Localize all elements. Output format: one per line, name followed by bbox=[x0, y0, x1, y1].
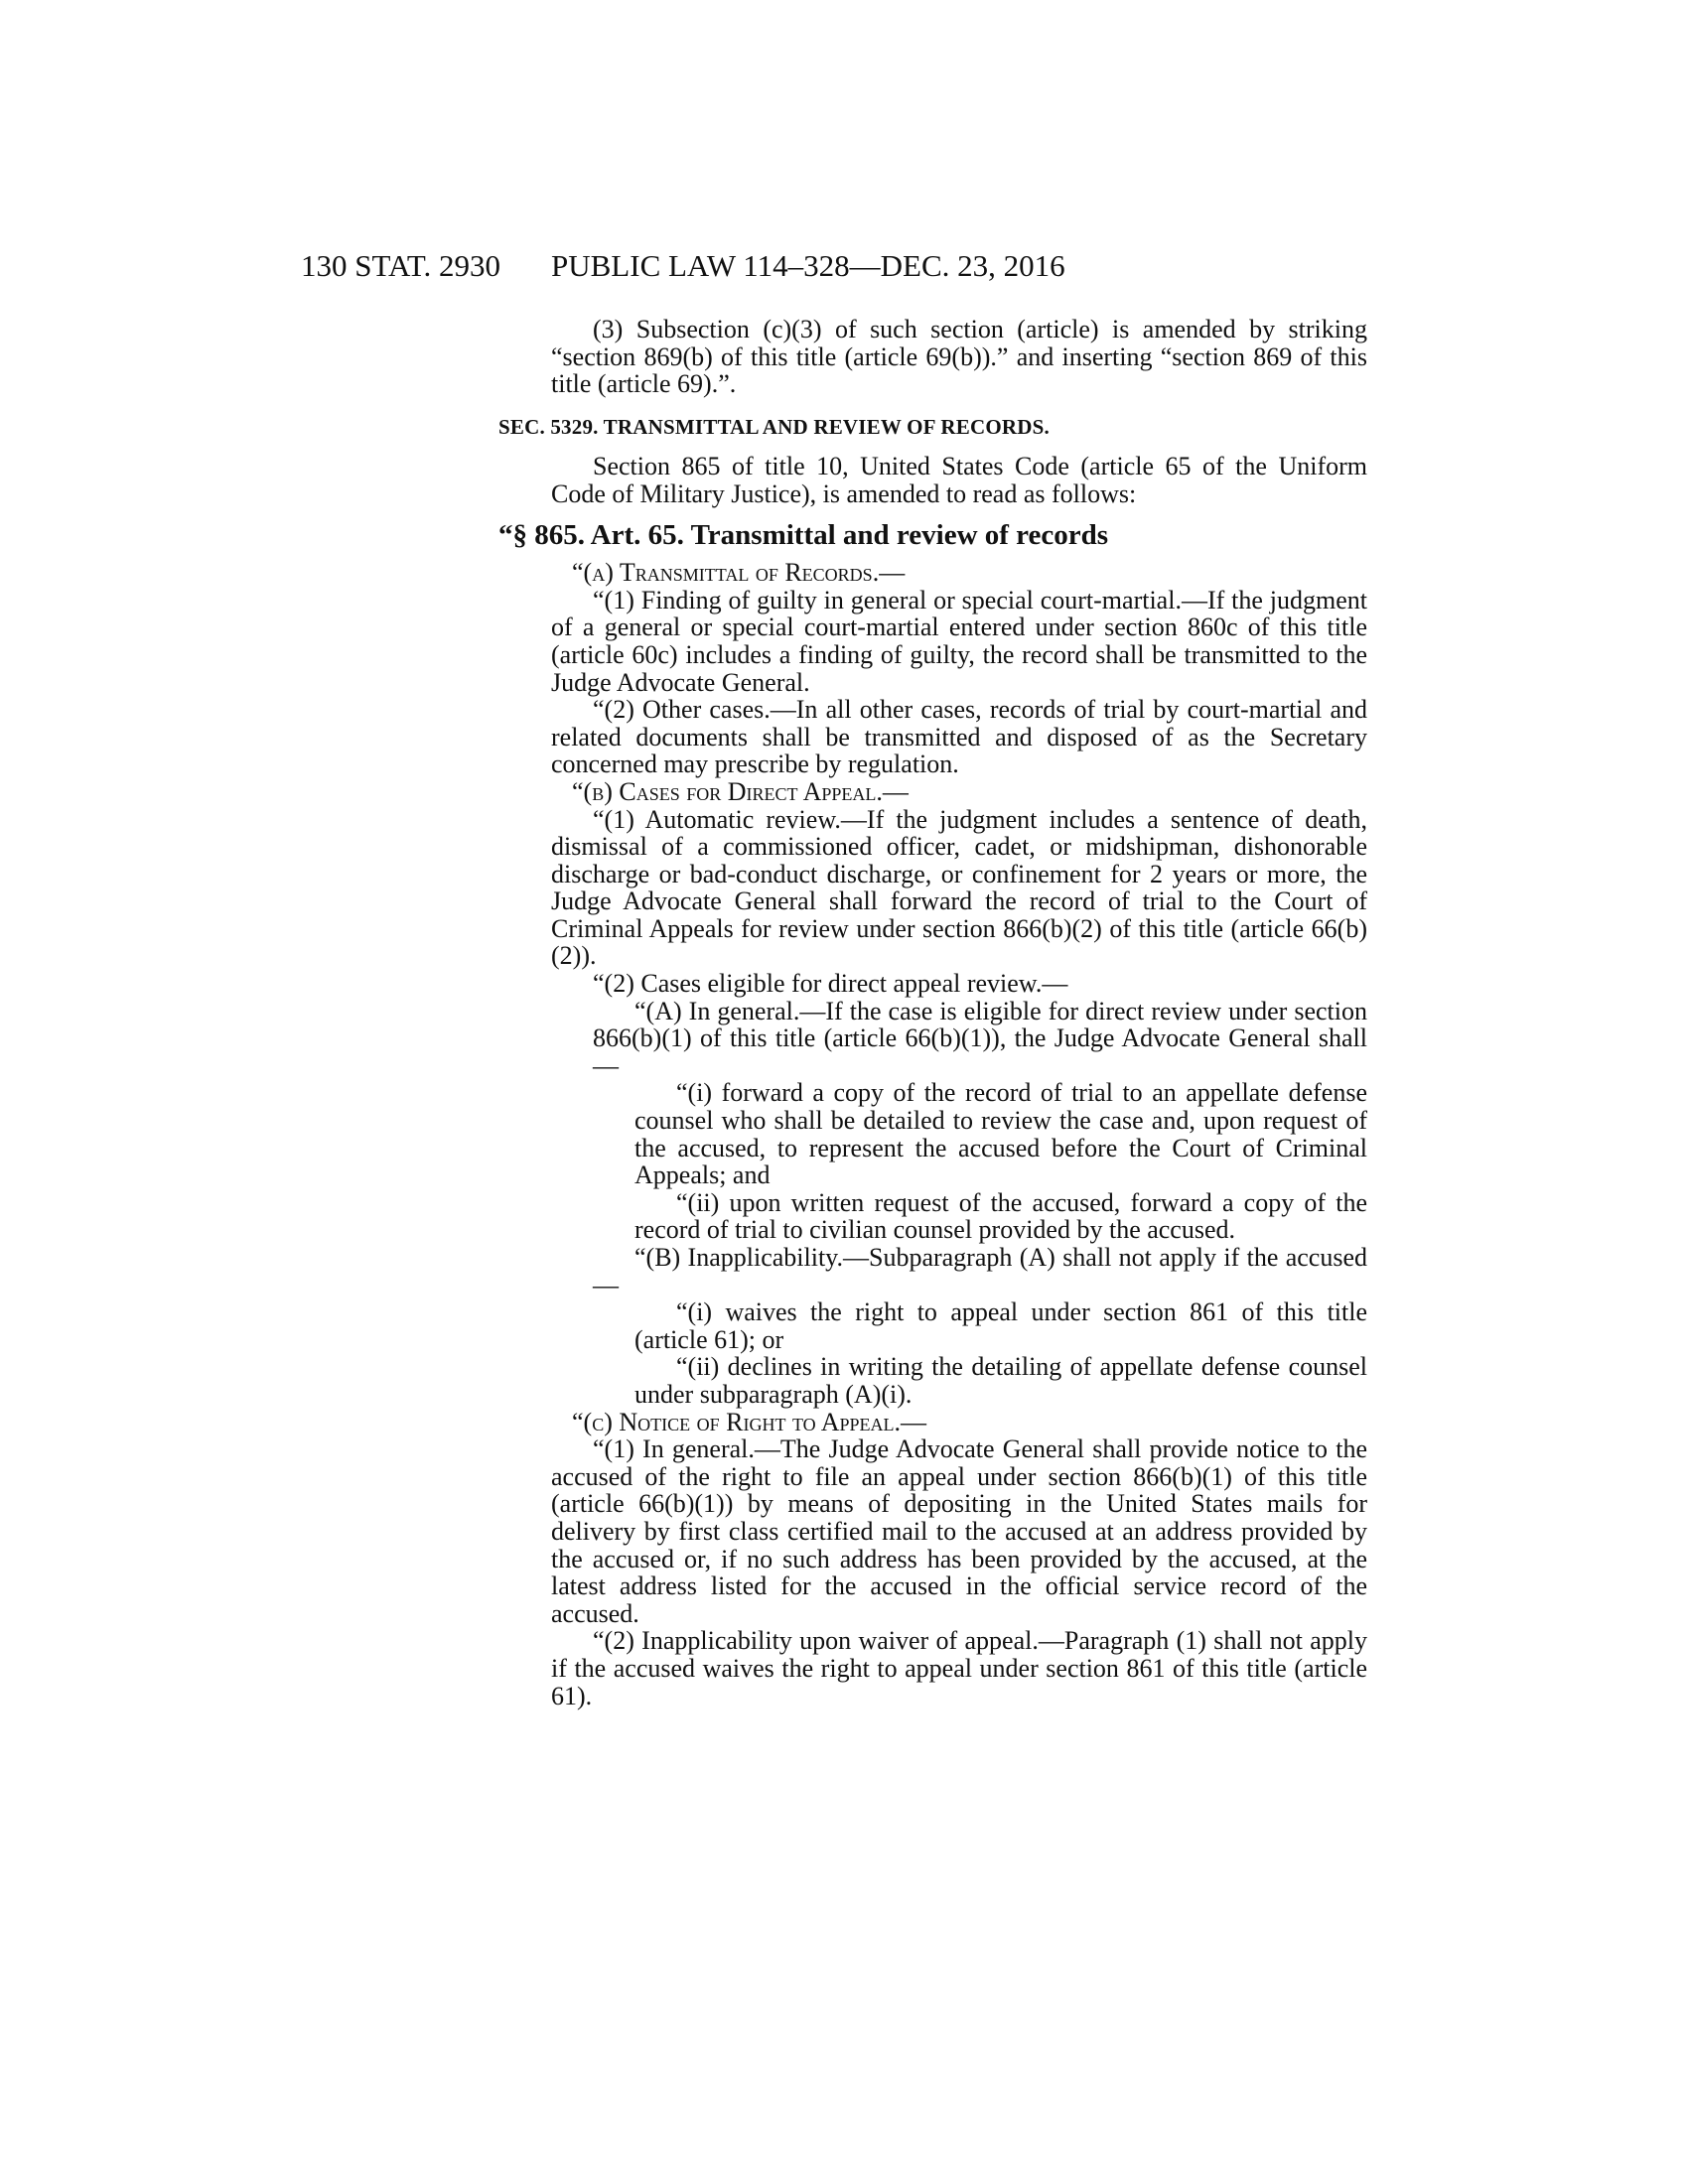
document-body bbox=[498, 315, 1367, 1710]
public-law-title: PUBLIC LAW 114–328—DEC. 23, 2016 bbox=[551, 248, 1065, 283]
subsection-a-1: “(1) Finding of guilty in general or special court-martial.—If the judgment of a general or special court-martial entered under section 860c of this title (article 60c) includes a finding of guilty, the record shall be transmitted to the Judge Advocate General. bbox=[551, 585, 1367, 697]
subsection-c-heading: “(c) Notice of Right to Appeal.— bbox=[572, 1407, 926, 1436]
running-header bbox=[0, 248, 1688, 288]
subsection-b-2-A: “(A) In general.—If the case is eligible for direct review under section 866(b)(1) of this title (article 66(b)(1)), the Judge Advocate General shall— bbox=[593, 996, 1367, 1080]
section-title: “§ 865. Art. 65. Transmittal and review of records bbox=[498, 518, 1109, 551]
subsection-c-1: “(1) In general.—The Judge Advocate General shall provide notice to the accused of the right to file an appeal under section 866(b)(1) of this title (article 66(b)(1)) by means of depositing in the United States mails for delivery by first class certified mail to the accused at an address provided by the accused or, if no such address has been provided by the accused, at the latest address listed for the accused in the official service record of the accused. bbox=[551, 1434, 1367, 1628]
subsection-b-2-A-ii: “(ii) upon written request of the accused, forward a copy of the record of trial to civilian counsel provided by the accused. bbox=[634, 1187, 1367, 1245]
paragraph-3: (3) Subsection (c)(3) of such section (article) is amended by striking “section 869(b) of this title (article 69(b)).” and inserting “section 869 of this title (article 69).”. bbox=[551, 315, 1367, 399]
section-intro: Section 865 of title 10, United States Code (article 65 of the Uniform Code of Military Justice), is amended to read as follows: bbox=[551, 452, 1367, 508]
subsection-a-2: “(2) Other cases.—In all other cases, records of trial by court-martial and related documents shall be transmitted and disposed of as the Secretary concerned may prescribe by regulation. bbox=[551, 695, 1367, 779]
subsection-a-heading: “(a) Transmittal of Records.— bbox=[572, 558, 906, 588]
subsection-b-heading: “(b) Cases for Direct Appeal.— bbox=[572, 776, 909, 806]
subsection-b-1: “(1) Automatic review.—If the judgment includes a sentence of death, dismissal of a commissioned officer, cadet, or midshipman, dishonorable discharge or bad-conduct discharge, or confinement for 2 years or more, the Judge Advocate General shall forward the record of trial to the Court of Criminal Appeals for review under section 866(b)(2) of this title (article 66(b)(2)). bbox=[551, 804, 1367, 971]
subsection-c-2: “(2) Inapplicability upon waiver of appeal.—Paragraph (1) shall not apply if the accused waives the right to appeal under section 861 of this title (article 61). bbox=[551, 1626, 1367, 1710]
subsection-b-2-B-ii: “(ii) declines in writing the detailing of appellate defense counsel under subparagraph (A)(i). bbox=[634, 1352, 1367, 1409]
subsection-b-2-B: “(B) Inapplicability.—Subparagraph (A) shall not apply if the accused— bbox=[593, 1243, 1367, 1299]
stat-page-number: 130 STAT. 2930 bbox=[301, 248, 501, 283]
subsection-b-2-B-i: “(i) waives the right to appeal under section 861 of this title (article 61); or bbox=[634, 1297, 1367, 1354]
subsection-b-2-A-i: “(i) forward a copy of the record of trial to an appellate defense counsel who shall be detailed to review the case and, upon request of the accused, to represent the accused before the Court of Criminal Appeals; and bbox=[634, 1078, 1367, 1190]
section-heading: SEC. 5329. TRANSMITTAL AND REVIEW OF RECORDS. bbox=[498, 414, 1050, 439]
subsection-b-2: “(2) Cases eligible for direct appeal review.— bbox=[593, 969, 1068, 999]
